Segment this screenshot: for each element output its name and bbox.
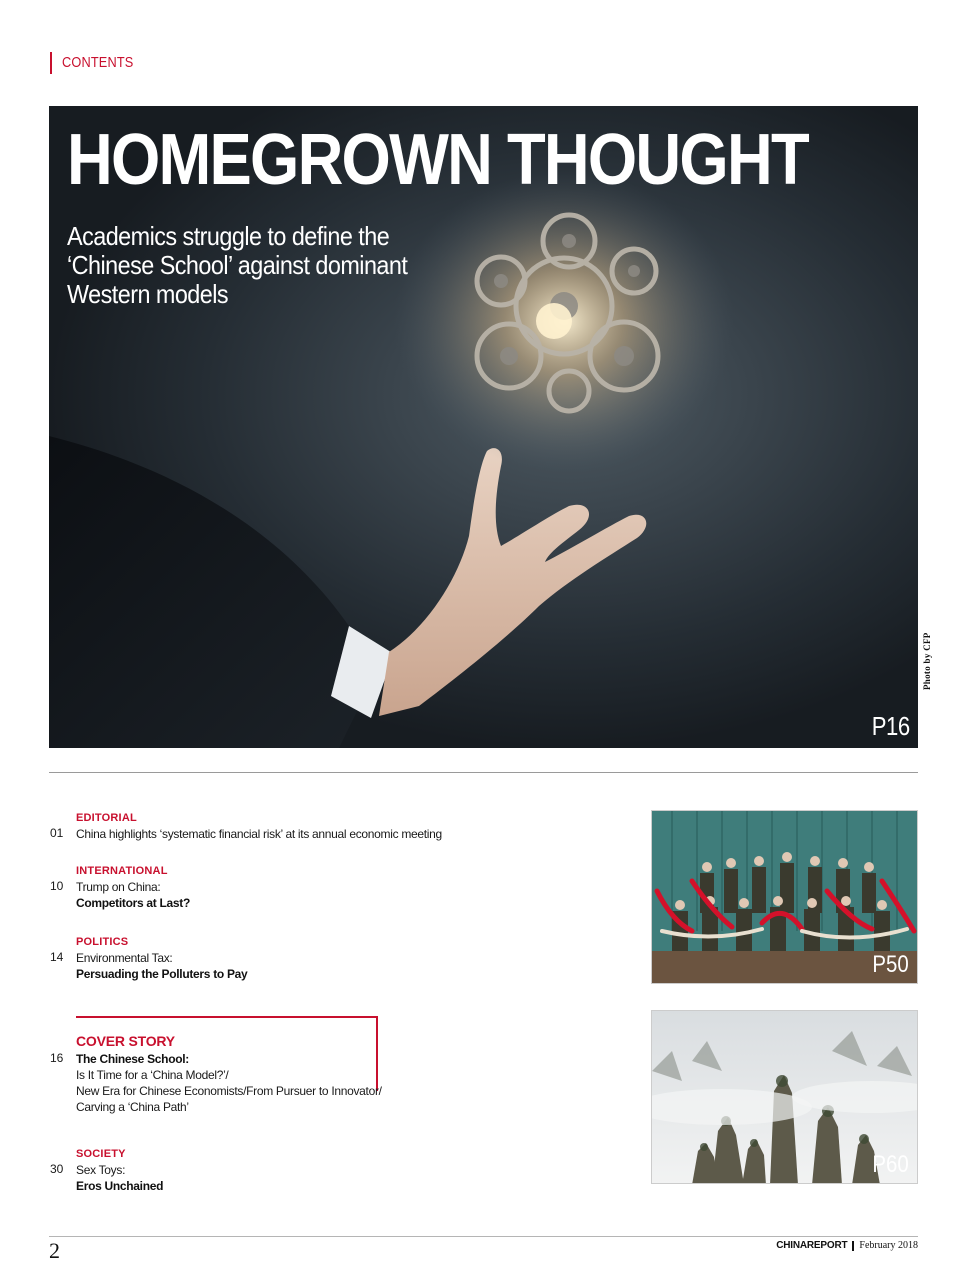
article-subtitle: Is It Time for a ‘China Model?’/ [76,1068,229,1082]
issue-date: February 2018 [859,1240,918,1251]
article-headline: The Chinese School: [76,1052,189,1066]
section-divider [49,772,918,773]
contents-label-text: CONTENTS [62,54,134,71]
footer-masthead [776,1240,918,1251]
dance-troupe-photo[interactable] [651,810,918,984]
cover-headline: HOMEGROWN THOUGHT [67,120,808,200]
footer-divider [49,1236,918,1237]
article-headline: Persuading the Polluters to Pay [76,967,248,981]
article-kicker: Sex Toys: [76,1163,126,1177]
separator-bar [852,1241,854,1251]
photo-page-ref[interactable]: P50 [872,951,909,978]
toc-section-society[interactable] [50,1148,163,1194]
toc-section-cover-story[interactable] [50,1033,382,1115]
page-number: 30 [50,1162,64,1176]
photo-credit: Photo by CFP [922,632,932,690]
magazine-name: CHINAREPORT [776,1240,848,1251]
toc-section-international[interactable] [50,865,190,911]
article-headline: Competitors at Last? [76,896,191,910]
page-number: 14 [50,950,64,964]
page-number: 01 [50,826,64,840]
article-headline: Eros Unchained [76,1179,164,1193]
mountain-photo[interactable] [651,1010,918,1184]
cover-page-ref[interactable]: P16 [871,711,910,741]
hero-illustration [49,106,918,748]
article-summary: China highlights ‘systematic financial risk’ at its annual economic meeting [76,827,442,841]
folio-page-number: 2 [49,1238,60,1263]
photo-page-ref[interactable]: P60 [872,1151,909,1178]
cover-subheadline: Academics struggle to define the ‘Chinese School’ against dominant Western models [67,221,408,310]
article-kicker: Trump on China: [76,880,161,894]
cover-feature-image[interactable] [49,106,918,748]
article-kicker: Environmental Tax: [76,951,173,965]
toc-section-editorial[interactable] [50,812,442,842]
section-title: SOCIETY [76,1148,126,1160]
section-title: EDITORIAL [76,812,137,824]
section-title: COVER STORY [76,1033,175,1049]
contents-label [50,52,146,74]
toc-section-politics[interactable] [50,936,247,982]
article-subtitle: Carving a ‘China Path’ [76,1100,189,1114]
page-number: 16 [50,1051,64,1065]
section-title: POLITICS [76,936,129,948]
section-title: INTERNATIONAL [76,865,168,877]
page-number: 10 [50,879,64,893]
article-subtitle: New Era for Chinese Economists/From Pursuer to Innovator/ [76,1084,382,1098]
